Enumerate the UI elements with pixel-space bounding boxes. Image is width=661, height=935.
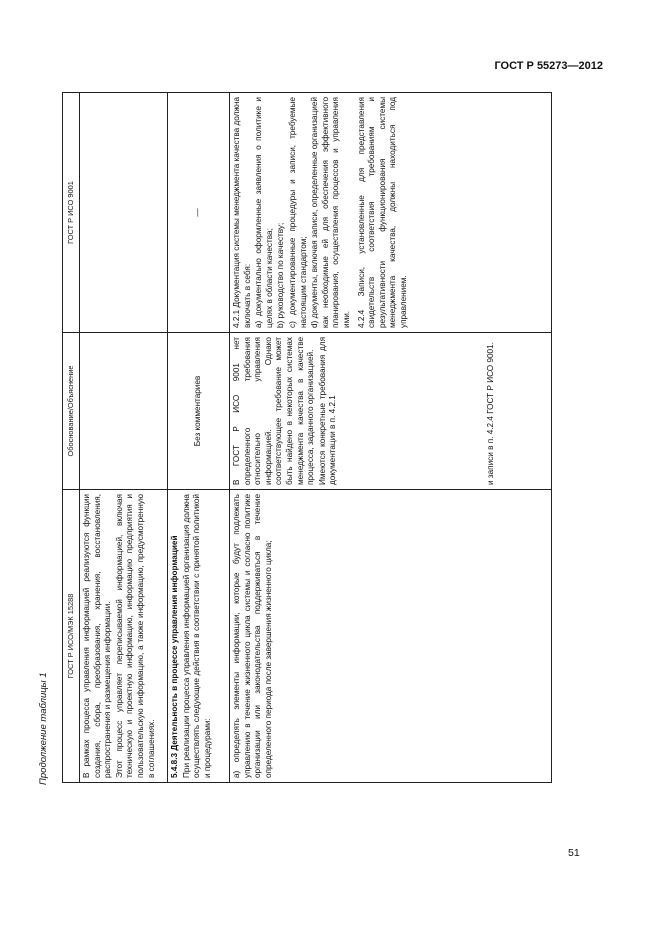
table-cell xyxy=(230,490,552,783)
cell-text: В ГОСТ Р ИСО 9001 нет определенного требования относительно управления информацией. Однако соответствующее требование может быть найдено в некоторых системах менеджмента качества в качестве процесса, заданного организацией. xyxy=(232,337,316,485)
column-header-9001: ГОСТ Р ИСО 9001 xyxy=(63,93,80,333)
cell-text: а) определять элементы информации, которые будут подлежать управлению в течение жизненного цикла системы и согласно политике организации или законодательства поддерживаться в течение определенного периода после завершения жизненного цикла; xyxy=(232,494,273,778)
cell-text: 4.2.4 Записи, установленные для представления свидетельств соответствия требованиям и результативности функционирования системы менеджмента качества, должны находиться под управлением. xyxy=(356,97,408,328)
table-row xyxy=(230,93,552,783)
cell-text: и записи в п. 4.2.4 ГОСТ Р ИСО 9001. xyxy=(485,342,495,485)
column-header-justification: Обоснование/Объяснение xyxy=(63,333,80,490)
table-cell xyxy=(80,93,168,333)
rotated-table-container xyxy=(62,93,552,783)
table-row xyxy=(168,93,230,783)
table-row xyxy=(80,93,168,783)
cell-text: а) документально оформленные заявления о политике и целях в области качества; xyxy=(254,97,274,328)
table-cell xyxy=(80,333,168,490)
cell-text: Этот процесс управляет переписываемой информацией, включая техническую и проектную информацию, информацию предприятия и пользовательскую информацию, а также информацию, предусмотренную в соглашениях. xyxy=(114,494,156,778)
comparison-table xyxy=(62,92,552,783)
cell-text: b) руководство по качеству; xyxy=(276,222,286,328)
cell-text: — xyxy=(193,208,203,217)
cell-text: Без комментариев xyxy=(193,375,203,447)
page-number: 51 xyxy=(568,847,580,859)
table-header-row xyxy=(63,93,80,783)
table-cell xyxy=(230,93,552,333)
cell-text: с) документированные процедуры и записи, требуемые настоящим стандартом; xyxy=(287,97,308,328)
cell-text: Имеются конкретные требования для документации в п. 4.2.1 xyxy=(317,337,338,485)
table-cell xyxy=(80,490,168,783)
table-cell xyxy=(168,490,230,783)
cell-text: 4.2.1 Документация системы менеджмента качества должна включать в себя: xyxy=(232,97,252,328)
table-continuation-label: Продолжение таблицы 1 xyxy=(38,672,49,785)
section-heading: 5.4.8.3 Деятельность в процессе управления информацией xyxy=(170,535,179,778)
table-cell xyxy=(230,333,552,490)
cell-text: d) документы, включая записи, определенные организацией как необходимые ей для обеспечения эффективного планирования, осуществления процессов и управления ими. xyxy=(310,97,351,328)
column-header-15288: ГОСТ Р ИСО/МЭК 15288 xyxy=(63,490,80,783)
cell-text: В рамках процесса управления информацией реализуются функции создания, сбора, преобразования, хранения, восстановления, распространения и размещения информации. xyxy=(82,494,113,778)
cell-text: При реализации процесса управления информацией организация должна осуществлять следующие действия в соответствии с принятой политикой и процедурами: xyxy=(181,494,212,778)
table-cell xyxy=(168,333,230,490)
document-standard-header: ГОСТ Р 55273—2012 xyxy=(494,60,603,72)
table-cell xyxy=(168,93,230,333)
